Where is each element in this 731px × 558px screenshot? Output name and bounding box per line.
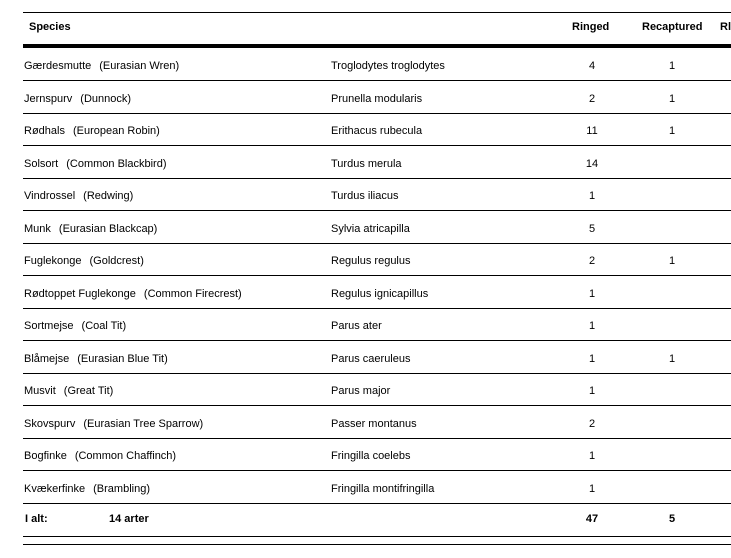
english-name: (Common Chaffinch) bbox=[74, 450, 177, 462]
species-name-cell bbox=[24, 319, 126, 333]
danish-name: Jernspurv bbox=[24, 92, 73, 105]
latin-name: Sylvia atricapilla bbox=[331, 222, 410, 235]
latin-name: Troglodytes troglodytes bbox=[331, 60, 445, 72]
latin-name: Passer montanus bbox=[331, 417, 417, 430]
species-name-cell bbox=[24, 482, 150, 496]
recaptured-count: 1 bbox=[668, 255, 676, 267]
danish-name: Munk bbox=[24, 222, 51, 235]
table-row bbox=[23, 81, 731, 114]
ringed-count: 1 bbox=[588, 385, 596, 397]
total-row bbox=[23, 503, 731, 536]
ringed-count: 1 bbox=[588, 352, 596, 365]
ringed-count: 5 bbox=[588, 222, 596, 235]
ringed-count: 1 bbox=[588, 190, 596, 202]
ringed-count: 2 bbox=[588, 255, 596, 267]
latin-name: Regulus ignicapillus bbox=[331, 287, 429, 300]
latin-name: Turdus merula bbox=[331, 157, 402, 170]
english-name: (Redwing) bbox=[83, 190, 134, 202]
ringed-count: 1 bbox=[588, 450, 596, 462]
table-row bbox=[23, 178, 731, 211]
english-name: (Dunnock) bbox=[80, 92, 132, 105]
species-name-cell bbox=[24, 417, 203, 431]
table-row bbox=[23, 471, 731, 504]
species-name-cell bbox=[24, 124, 160, 138]
total-species-count: 14 arter bbox=[109, 513, 149, 525]
english-name: (Common Blackbird) bbox=[66, 157, 167, 170]
latin-name: Fringilla montifringilla bbox=[331, 482, 435, 495]
latin-name: Prunella modularis bbox=[331, 92, 423, 105]
table-row bbox=[23, 373, 731, 406]
english-name: (Goldcrest) bbox=[89, 255, 144, 267]
header-ringed: Ringed bbox=[572, 21, 610, 33]
ringed-count: 2 bbox=[588, 92, 596, 105]
english-name: (Brambling) bbox=[93, 482, 150, 495]
species-name-cell bbox=[24, 92, 131, 106]
danish-name: Gærdesmutte bbox=[24, 60, 92, 72]
ringed-count: 1 bbox=[588, 287, 596, 300]
table-top-rule bbox=[23, 12, 731, 13]
latin-name: Regulus regulus bbox=[331, 255, 411, 267]
header-species: Species bbox=[29, 21, 71, 33]
recaptured-count: 1 bbox=[668, 125, 676, 137]
english-name: (Eurasian Blackcap) bbox=[58, 222, 158, 235]
ringed-count: 4 bbox=[588, 60, 596, 72]
latin-name: Turdus iliacus bbox=[331, 190, 399, 202]
table-bottom-rule-2 bbox=[23, 544, 731, 545]
species-name-cell bbox=[24, 384, 113, 398]
danish-name: Kvækerfinke bbox=[24, 482, 86, 495]
species-name-cell bbox=[24, 352, 168, 366]
ringed-count: 1 bbox=[588, 482, 596, 495]
latin-name: Parus major bbox=[331, 385, 391, 397]
english-name: (Eurasian Blue Tit) bbox=[77, 352, 168, 365]
table-row bbox=[23, 308, 731, 341]
species-name-cell bbox=[24, 287, 242, 301]
table-row bbox=[23, 276, 731, 309]
total-recaptured: 5 bbox=[668, 513, 676, 525]
danish-name: Bogfinke bbox=[24, 450, 67, 462]
table-row bbox=[23, 211, 731, 244]
latin-name: Parus caeruleus bbox=[331, 352, 411, 365]
danish-name: Fuglekonge bbox=[24, 255, 82, 267]
header-extra-column: Rl bbox=[720, 21, 731, 33]
table-bottom-rule bbox=[23, 536, 731, 537]
table-row bbox=[23, 243, 731, 276]
table-row bbox=[23, 113, 731, 146]
danish-name: Sortmejse bbox=[24, 320, 74, 332]
species-name-cell bbox=[24, 254, 144, 268]
english-name: (Eurasian Wren) bbox=[99, 60, 180, 72]
english-name: (Eurasian Tree Sparrow) bbox=[83, 417, 204, 430]
table-row bbox=[23, 406, 731, 439]
ringed-count: 14 bbox=[585, 157, 599, 170]
table-row bbox=[23, 341, 731, 374]
danish-name: Solsort bbox=[24, 157, 59, 170]
danish-name: Blåmejse bbox=[24, 352, 70, 365]
species-name-cell bbox=[24, 189, 133, 203]
latin-name: Erithacus rubecula bbox=[331, 125, 423, 137]
table-row bbox=[23, 438, 731, 471]
danish-name: Vindrossel bbox=[24, 190, 76, 202]
table-row bbox=[23, 146, 731, 179]
danish-name: Rødtoppet Fuglekonge bbox=[24, 287, 136, 300]
species-name-cell bbox=[24, 157, 167, 171]
danish-name: Musvit bbox=[24, 385, 56, 397]
header-recaptured: Recaptured bbox=[642, 21, 703, 33]
latin-name: Parus ater bbox=[331, 320, 382, 332]
ringed-count: 2 bbox=[588, 417, 596, 430]
danish-name: Skovspurv bbox=[24, 417, 76, 430]
latin-name: Fringilla coelebs bbox=[331, 450, 411, 462]
species-name-cell bbox=[24, 222, 157, 236]
species-name-cell bbox=[24, 449, 176, 463]
english-name: (Common Firecrest) bbox=[143, 287, 242, 300]
recaptured-count: 1 bbox=[668, 92, 676, 105]
english-name: (Great Tit) bbox=[63, 385, 114, 397]
total-ringed: 47 bbox=[585, 513, 599, 525]
table-row bbox=[23, 48, 731, 81]
danish-name: Rødhals bbox=[24, 125, 65, 137]
english-name: (European Robin) bbox=[72, 125, 160, 137]
recaptured-count: 1 bbox=[668, 60, 676, 72]
ringed-count: 11 bbox=[586, 125, 598, 137]
total-label: I alt: bbox=[25, 513, 48, 525]
ringed-count: 1 bbox=[588, 320, 596, 332]
recaptured-count: 1 bbox=[668, 352, 676, 365]
english-name: (Coal Tit) bbox=[81, 320, 127, 332]
species-name-cell bbox=[24, 59, 179, 73]
